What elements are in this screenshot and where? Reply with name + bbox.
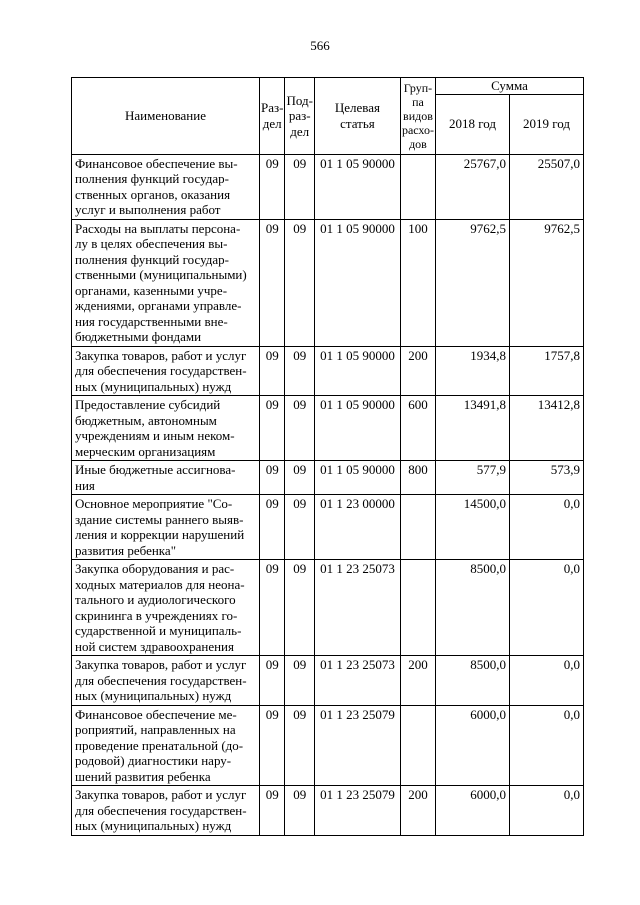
cell-target: 01 1 23 25079 <box>314 705 400 786</box>
cell-2018: 577,9 <box>435 461 509 495</box>
cell-subsection: 09 <box>285 396 314 461</box>
cell-group: 200 <box>400 656 435 706</box>
cell-target: 01 1 23 25073 <box>314 560 400 656</box>
page-number: 566 <box>310 38 330 53</box>
cell-subsection: 09 <box>285 786 314 836</box>
table-row <box>72 656 584 706</box>
cell-2018: 6000,0 <box>435 786 509 836</box>
cell-subsection: 09 <box>285 346 314 396</box>
cell-target: 01 1 05 90000 <box>314 396 400 461</box>
cell-target: 01 1 05 90000 <box>314 154 400 219</box>
cell-subsection: 09 <box>285 154 314 219</box>
table-row <box>72 346 584 396</box>
cell-2019: 1757,8 <box>509 346 583 396</box>
cell-name: Предоставление субсидий бюджетным, автономным учреждениям и иным неком- мерческим организациям <box>72 396 260 461</box>
table-row <box>72 396 584 461</box>
table-row <box>72 560 584 656</box>
cell-target: 01 1 23 25079 <box>314 786 400 836</box>
cell-group <box>400 495 435 560</box>
header-name: Наименование <box>72 78 260 155</box>
cell-section: 09 <box>260 705 285 786</box>
cell-2018: 8500,0 <box>435 656 509 706</box>
cell-2019: 0,0 <box>509 786 583 836</box>
cell-group: 200 <box>400 346 435 396</box>
cell-2019: 13412,8 <box>509 396 583 461</box>
cell-2019: 0,0 <box>509 495 583 560</box>
cell-section: 09 <box>260 346 285 396</box>
table-row <box>72 219 584 346</box>
header-group: Груп- па видов расхо- дов <box>400 78 435 155</box>
table-row <box>72 495 584 560</box>
cell-target: 01 1 05 90000 <box>314 461 400 495</box>
cell-subsection: 09 <box>285 560 314 656</box>
cell-section: 09 <box>260 154 285 219</box>
cell-2019: 0,0 <box>509 656 583 706</box>
cell-2019: 573,9 <box>509 461 583 495</box>
table-row <box>72 786 584 836</box>
cell-name: Закупка товаров, работ и услуг для обеспечения государствен- ных (муниципальных) нужд <box>72 346 260 396</box>
cell-subsection: 09 <box>285 495 314 560</box>
cell-2019: 0,0 <box>509 705 583 786</box>
cell-section: 09 <box>260 495 285 560</box>
cell-subsection: 09 <box>285 219 314 346</box>
header-target: Целевая статья <box>314 78 400 155</box>
cell-name: Расходы на выплаты персона- лу в целях обеспечения вы- полнения функций государ- ственными (муниципальными) органами, казенными учре- ждениями, органами управле- ния государственными вне- бюджетными фондами <box>72 219 260 346</box>
cell-group: 100 <box>400 219 435 346</box>
cell-target: 01 1 05 90000 <box>314 219 400 346</box>
cell-2019: 9762,5 <box>509 219 583 346</box>
cell-section: 09 <box>260 396 285 461</box>
cell-group: 600 <box>400 396 435 461</box>
table-row <box>72 461 584 495</box>
header-sum: Сумма <box>435 78 583 95</box>
cell-2018: 9762,5 <box>435 219 509 346</box>
cell-group: 800 <box>400 461 435 495</box>
cell-section: 09 <box>260 219 285 346</box>
cell-name: Финансовое обеспечение вы- полнения функций государ- ственных органов, оказания услуг и выполнения работ <box>72 154 260 219</box>
cell-2018: 6000,0 <box>435 705 509 786</box>
cell-2018: 14500,0 <box>435 495 509 560</box>
cell-name: Основное мероприятие "Со- здание системы раннего выяв- ления и коррекции нарушений развития ребенка" <box>72 495 260 560</box>
header-year-2018: 2018 год <box>435 94 509 154</box>
cell-2018: 25767,0 <box>435 154 509 219</box>
cell-target: 01 1 23 00000 <box>314 495 400 560</box>
cell-section: 09 <box>260 786 285 836</box>
cell-name: Закупка товаров, работ и услуг для обеспечения государствен- ных (муниципальных) нужд <box>72 786 260 836</box>
cell-name: Закупка оборудования и рас- ходных материалов для неона- тального и аудиологического скрининга в учреждениях го- сударственной и муниципаль- ной систем здравоохранения <box>72 560 260 656</box>
table-body <box>72 154 584 835</box>
cell-2019: 25507,0 <box>509 154 583 219</box>
budget-table <box>71 77 584 836</box>
cell-name: Закупка товаров, работ и услуг для обеспечения государствен- ных (муниципальных) нужд <box>72 656 260 706</box>
cell-subsection: 09 <box>285 705 314 786</box>
table-header <box>72 78 584 155</box>
cell-group <box>400 154 435 219</box>
cell-name: Иные бюджетные ассигнова- ния <box>72 461 260 495</box>
header-subsection: Под- раз- дел <box>285 78 314 155</box>
cell-name: Финансовое обеспечение ме- роприятий, направленных на проведение пренатальной (до- родовой) диагностики нару- шений развития ребенка <box>72 705 260 786</box>
cell-group <box>400 560 435 656</box>
cell-section: 09 <box>260 461 285 495</box>
header-year-2019: 2019 год <box>509 94 583 154</box>
cell-2018: 13491,8 <box>435 396 509 461</box>
cell-subsection: 09 <box>285 656 314 706</box>
cell-target: 01 1 05 90000 <box>314 346 400 396</box>
cell-group: 200 <box>400 786 435 836</box>
cell-group <box>400 705 435 786</box>
cell-section: 09 <box>260 560 285 656</box>
table-row <box>72 705 584 786</box>
cell-2018: 1934,8 <box>435 346 509 396</box>
cell-subsection: 09 <box>285 461 314 495</box>
table-row <box>72 154 584 219</box>
cell-section: 09 <box>260 656 285 706</box>
cell-2019: 0,0 <box>509 560 583 656</box>
cell-2018: 8500,0 <box>435 560 509 656</box>
header-section: Раз- дел <box>260 78 285 155</box>
cell-target: 01 1 23 25073 <box>314 656 400 706</box>
